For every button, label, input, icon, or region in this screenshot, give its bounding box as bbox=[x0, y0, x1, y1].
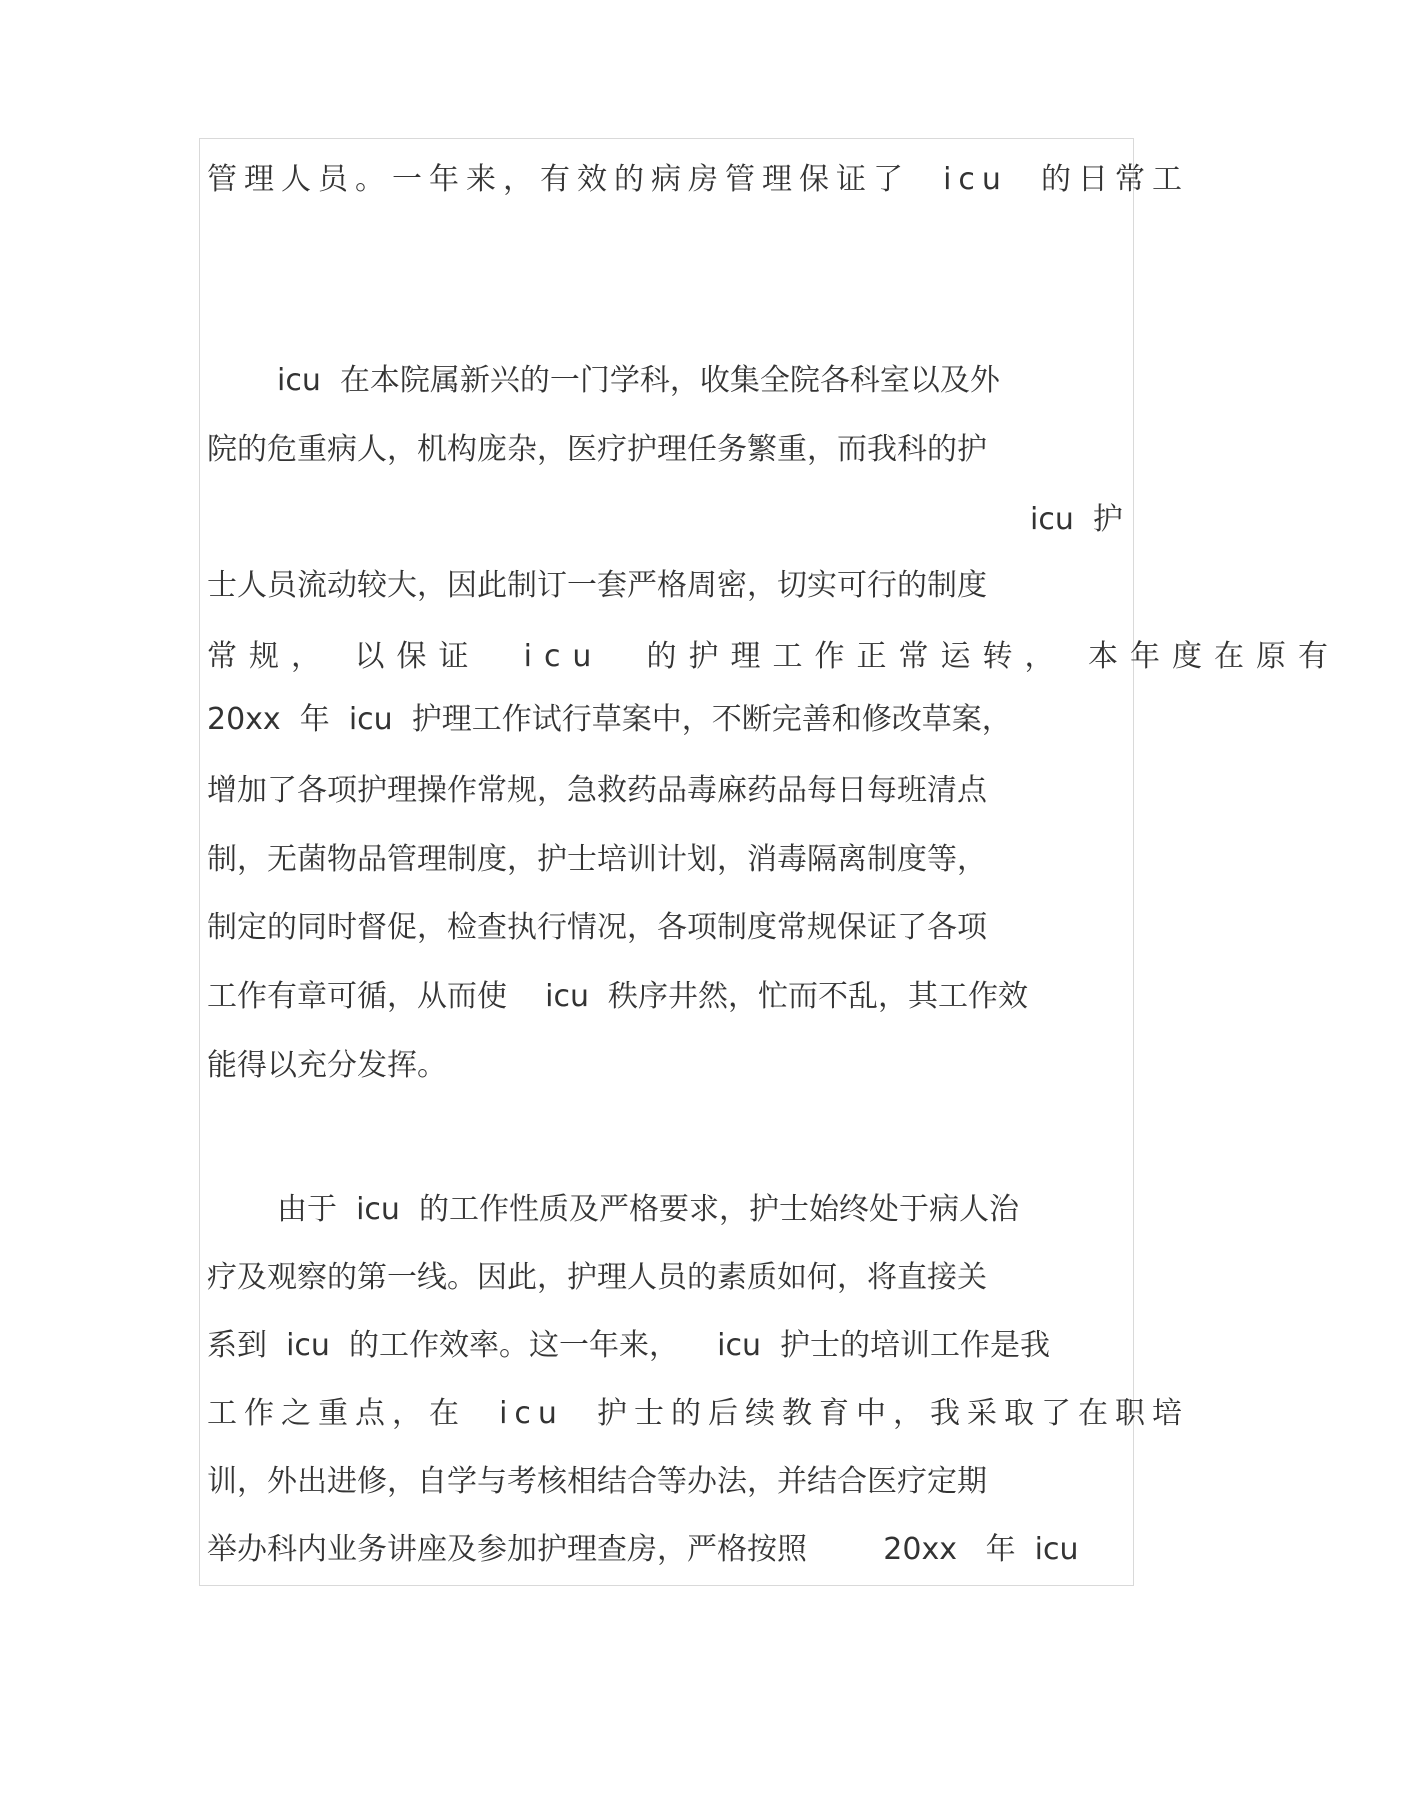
text-line-16: 工作之重点，在 icu 护士的后续教育中，我采取了在职培 bbox=[207, 1396, 1189, 1431]
text-line-18: 举办科内业务讲座及参加护理查房，严格按照 20xx 年 icu bbox=[207, 1532, 1079, 1567]
text-line-5: 士人员流动较大，因此制订一套严格周密，切实可行的制度 bbox=[207, 568, 987, 603]
text-line-12: 能得以充分发挥。 bbox=[207, 1048, 447, 1083]
text-line-13: 由于 icu 的工作性质及严格要求，护士始终处于病人治 bbox=[277, 1192, 1019, 1227]
text-line-4: icu 护 bbox=[1030, 502, 1123, 537]
text-line-14: 疗及观察的第一线。因此，护理人员的素质如何，将直接关 bbox=[207, 1260, 987, 1295]
text-line-2: icu 在本院属新兴的一门学科，收集全院各科室以及外 bbox=[277, 363, 1000, 398]
text-line-15: 系到 icu 的工作效率。这一年来， icu 护士的培训工作是我 bbox=[207, 1328, 1051, 1363]
text-line-6: 常规， 以保证 icu 的护理工作正常运转， 本年度在原有 bbox=[207, 639, 1341, 674]
text-line-10: 制定的同时督促，检查执行情况，各项制度常规保证了各项 bbox=[207, 910, 987, 945]
text-line-1: 管理人员。一年来，有效的病房管理保证了 icu 的日常工 bbox=[207, 162, 1189, 197]
text-line-9: 制，无菌物品管理制度，护士培训计划，消毒隔离制度等， bbox=[207, 842, 987, 877]
text-line-8: 增加了各项护理操作常规，急救药品毒麻药品每日每班清点 bbox=[207, 773, 987, 808]
text-line-17: 训，外出进修，自学与考核相结合等办法，并结合医疗定期 bbox=[207, 1464, 987, 1499]
text-line-7: 20xx 年 icu 护理工作试行草案中，不断完善和修改草案， bbox=[207, 702, 1012, 737]
text-line-11: 工作有章可循，从而使 icu 秩序井然，忙而不乱，其工作效 bbox=[207, 979, 1029, 1014]
text-line-3: 院的危重病人，机构庞杂，医疗护理任务繁重，而我科的护 bbox=[207, 432, 987, 467]
